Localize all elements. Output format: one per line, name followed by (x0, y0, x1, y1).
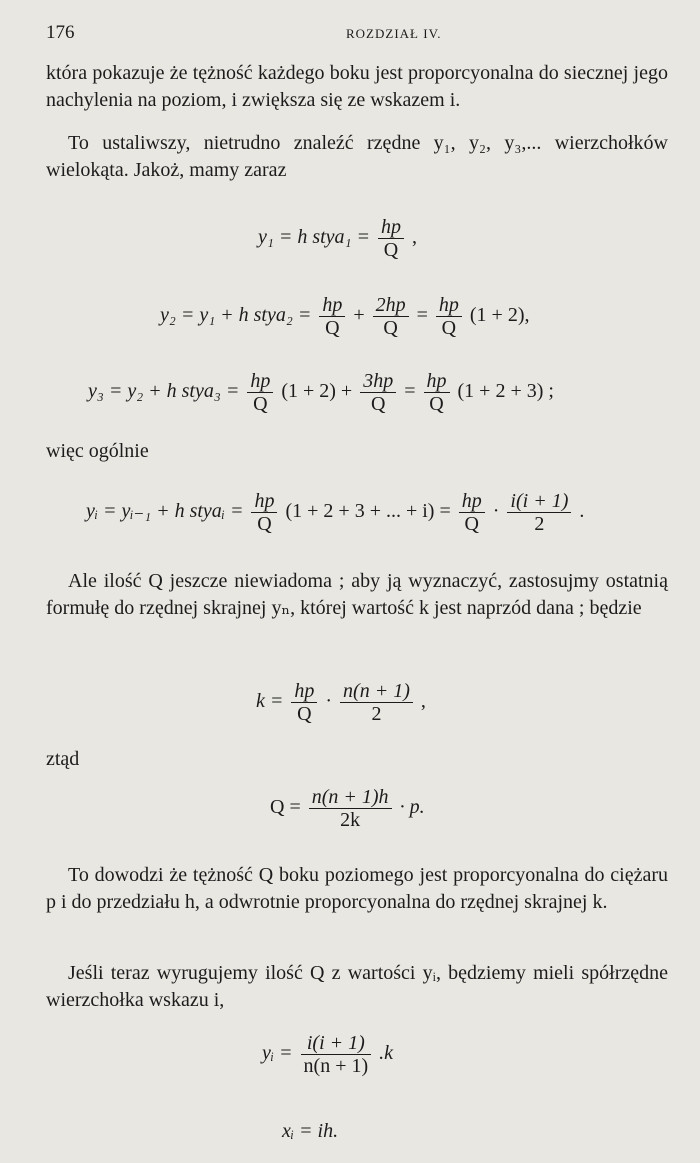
paragraph-1: która pokazuje że tężność każdego boku jest proporcyonalna do siecznej jego nachylenia na poziom, i zwiększa się ze wskazem i. (46, 62, 668, 111)
paragraph-3: Ale ilość Q jeszcze niewiadoma ; aby ją wyznaczyć, zastosujmy ostatnią formułę do rzędnej skrajnej yₙ, której wartość k jest naprzód dana ; będzie (46, 570, 668, 619)
running-title: ROZDZIAŁ IV. (346, 26, 442, 41)
equation-xi: xᵢ = ih. (282, 1120, 339, 1142)
paragraph-4: To dowodzi że tężność Q boku poziomego jest proporcyonalna do ciężaru p i do przedziału h, a odwrotnie proporcyonalna do rzędnej skrajnej k. (46, 864, 668, 913)
page-header (46, 22, 676, 42)
equation-Q: Q = $\frac{n(n + 1)h}{2k}$ · p. (270, 786, 425, 831)
eq1-fraction: $\frac{hp}{Q}$ (378, 216, 404, 261)
page-number: 176 (46, 22, 75, 43)
equation-y3: y₃ = y₂ + h stya₃ = $\frac{hp}{Q}$ (1 + 2) + $\frac{3hp}{Q}$ = $\frac{hp}{Q}$ (1 + 2 + 3) ; (88, 370, 554, 415)
paragraph-5: Jeśli teraz wyrugujemy ilość Q z wartości yᵢ, będziemy mieli spółrzędne wierzchołka wskazu i, (46, 962, 668, 1011)
label-general: więc ogólnie (46, 440, 149, 462)
equation-yi: yᵢ = yᵢ₋₁ + h styaᵢ = $\frac{hp}{Q}$ (1 + 2 + 3 + ... + i) = $\frac{hp}{Q}$ · $\frac{i(i + 1)}{2}$ . (86, 490, 585, 535)
eq3-lhs: y₃ = y₂ + h stya₃ = (88, 380, 240, 403)
label-hence: ztąd (46, 748, 80, 770)
equation-yi-final: yᵢ = $\frac{i(i + 1)}{n(n + 1)}$ .k (262, 1032, 394, 1077)
eq2-lhs: y₂ = y₁ + h stya₂ = (160, 304, 312, 327)
equation-y2: y₂ = y₁ + h stya₂ = $\frac{hp}{Q}$ + $\frac{2hp}{Q}$ = $\frac{hp}{Q}$ (1 + 2), (160, 294, 530, 339)
eq1-lhs: y₁ = h stya₁ = (258, 226, 370, 249)
equation-k: k = $\frac{hp}{Q}$ · $\frac{n(n + 1)}{2}$ , (256, 680, 426, 725)
paragraph-2: To ustaliwszy, nietrudno znaleźć rzędne y₁, y₂, y₃,... wierzchołków wielokąta. Jakoż, mamy zaraz (46, 132, 668, 181)
equation-y1: y₁ = h stya₁ = $\frac{hp}{Q}$ , (258, 216, 417, 261)
